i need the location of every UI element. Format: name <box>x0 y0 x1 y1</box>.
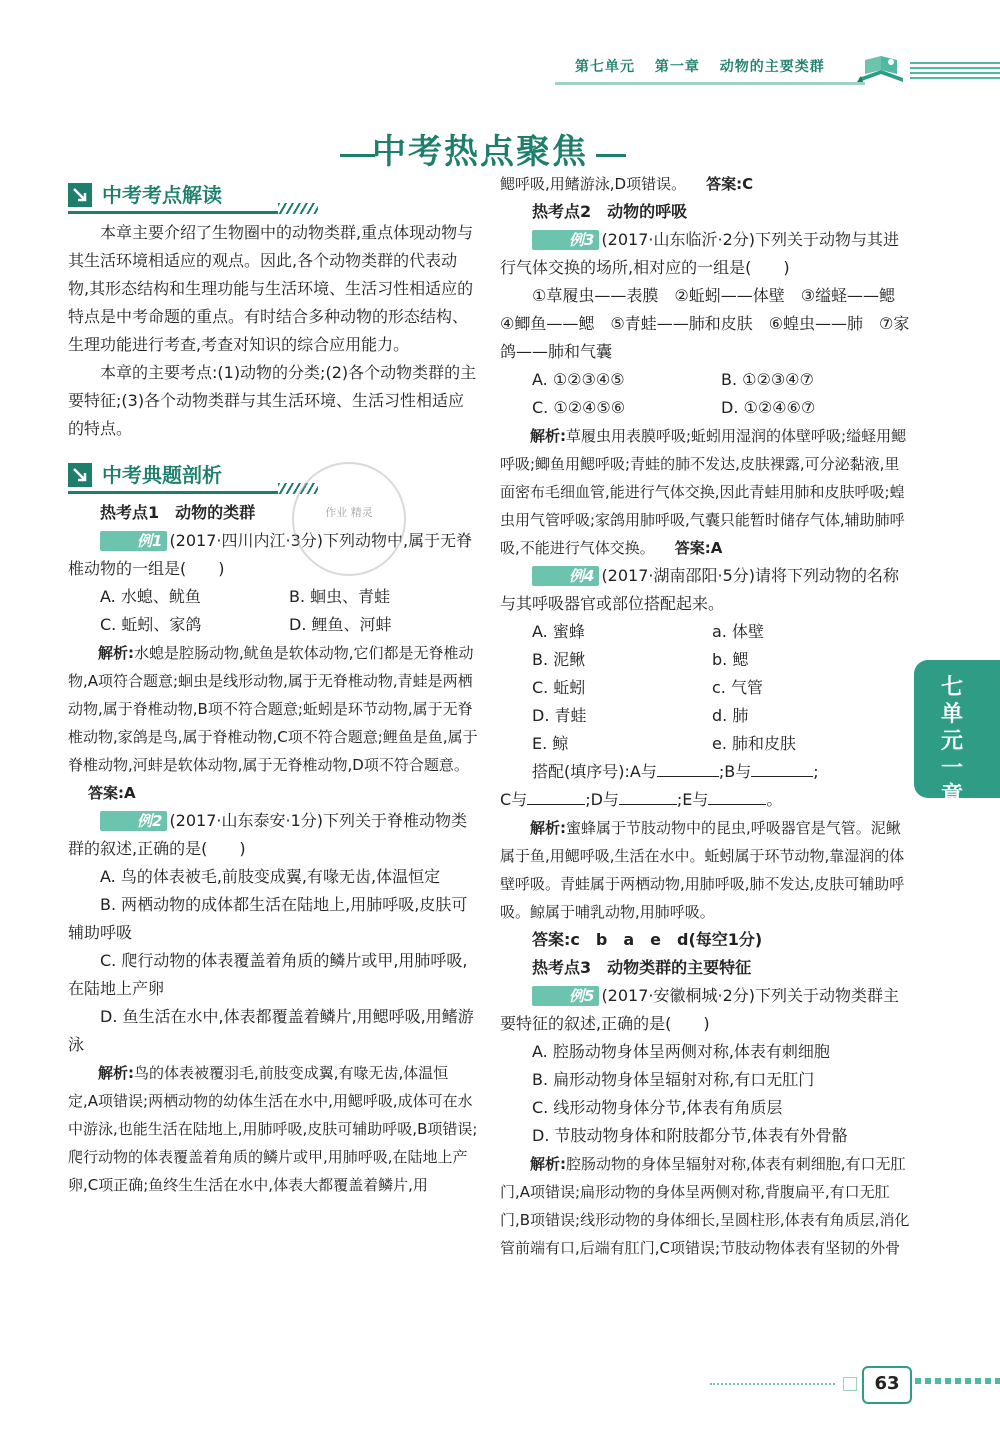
paragraph: 本章的主要考点:(1)动物的分类;(2)各个动物类群的主要特征;(3)各个动物类群与其生活环境、生活习性相适应的特点。 <box>68 363 477 438</box>
page-title: 中考热点聚焦 <box>372 132 588 172</box>
stem-text: (2017·山东临沂·2分)下列关于动物与其进行气体交换的场所,相对应的一组是( ) <box>500 230 899 277</box>
stem-text: (2017·四川内江·3分)下列动物中,属于无脊椎动物的一组是( ) <box>68 531 473 578</box>
hot-point-heading: 热考点2 动物的呼吸 <box>532 202 688 221</box>
answer-blank-b[interactable] <box>751 758 813 777</box>
analysis-label: 解析: <box>530 819 566 837</box>
analysis-text: 腔肠动物的身体呈辐射对称,体表有刺细胞,有口无肛门,A项错误;扁形动物的身体呈两侧对称,背腹扁平,有口无肛门,B项错误;线形动物的身体细长,呈圆柱形,体表有角质层,消化管前端有口,后端有肛门,C项错误;节肢动物体表有坚韧的外骨 <box>500 1155 910 1257</box>
match-row <box>500 674 910 702</box>
match-row <box>500 730 910 758</box>
option: B. 两栖动物的成体都生活在陆地上,用肺呼吸,皮肤可辅助呼吸 <box>68 895 468 942</box>
option: D. 节肢动物身体和附肢都分节,体表有外骨骼 <box>532 1126 848 1145</box>
analysis-text: 鸟的体表被覆羽毛,前肢变成翼,有喙无齿,体温恒定,A项错误;两栖动物的幼体生活在水中,用鳃呼吸,成体可在水中游泳,也能生活在陆地上,用肺呼吸,皮肤可辅助呼吸,B项错误;爬行动物的体表覆盖着角质的鳞片或甲,用肺呼吸,在陆地上产卵,C项正确;鱼终生生活在水中,体表大都覆盖着鳞片,用 <box>68 1064 478 1194</box>
hot-point-heading: 热考点3 动物类群的主要特征 <box>532 958 752 977</box>
watermark-stamp <box>292 462 406 576</box>
match-b: ;B与 <box>718 762 752 781</box>
side-tab-char: 一 <box>940 756 963 781</box>
section-underline <box>68 491 278 494</box>
match-lead: 搭配(填序号):A与 <box>532 762 657 781</box>
hot-point-heading: 热考点1 动物的类群 <box>100 503 256 522</box>
option: D. 鱼生活在水中,体表都覆盖着鳞片,用鳃呼吸,用鳍游泳 <box>68 1007 474 1054</box>
running-header <box>555 52 1000 86</box>
section-title: 中考典题剖析 <box>102 463 222 487</box>
arrow-icon <box>68 463 92 487</box>
option: C. 线形动物身体分节,体表有角质层 <box>532 1098 783 1117</box>
options <box>500 366 910 422</box>
match-d: ;D与 <box>585 790 619 809</box>
stamp-text: 作业 精灵 <box>325 506 373 519</box>
section-header <box>68 179 478 215</box>
organ: e. 肺和皮肤 <box>712 734 797 753</box>
match-row <box>500 618 910 646</box>
chapter-side-tab <box>914 660 1000 808</box>
header-text <box>575 56 839 76</box>
footer-dots <box>915 1378 1000 1384</box>
example-badge: 例5 <box>532 986 599 1006</box>
section-hatch <box>278 203 318 214</box>
match-answer-line: 搭配(填序号):A与 ;B与 ; <box>500 758 910 786</box>
options <box>68 583 478 639</box>
analysis <box>68 1059 478 1199</box>
analysis-text: 草履虫用表膜呼吸;蚯蚓用湿润的体壁呼吸;缢蛏用鳃呼吸;鲫鱼用鳃呼吸;青蛙的肺不发达,皮肤裸露,可分泌黏液,里面密布毛细血管,能进行气体交换,因此青蛙用肺和皮肤呼吸;蝗虫用气管呼吸;家鸽用肺呼吸,气囊只能暂时储存气体,辅助肺呼吸,不能进行气体交换。 <box>500 427 907 557</box>
answer: 答案:c b a e d(每空1分) <box>532 930 763 949</box>
answer-blank-e[interactable] <box>708 786 766 805</box>
question-stem <box>68 527 478 583</box>
arrow-icon <box>68 183 92 207</box>
answer: 答案:A <box>674 539 723 557</box>
organ: b. 鳃 <box>712 650 749 669</box>
match-answer-line <box>500 786 910 814</box>
question-stem <box>500 982 910 1038</box>
option: D. ①②④⑥⑦ <box>721 398 816 417</box>
analysis-label: 解析: <box>98 644 134 662</box>
stem-text: (2017·安徽桐城·2分)下列关于动物类群主要特征的叙述,正确的是( ) <box>500 986 899 1033</box>
option: C. ①②④⑤⑥ <box>532 398 626 417</box>
organ: c. 气管 <box>712 678 763 697</box>
option: A. 腔肠动物身体呈两侧对称,体表有刺细胞 <box>532 1042 830 1061</box>
option: A. 鸟的体表被毛,前肢变成翼,有喙无齿,体温恒定 <box>100 867 441 886</box>
section-underline <box>68 211 278 214</box>
title-line-right <box>596 154 626 157</box>
question-stem <box>500 562 910 618</box>
question-stem <box>500 226 910 282</box>
match-end: 。 <box>766 790 783 809</box>
match-e: ;E与 <box>676 790 709 809</box>
book-logo-icon <box>855 52 907 86</box>
footer-dotted-line <box>710 1383 835 1387</box>
analysis-label: 解析: <box>530 427 566 445</box>
option: A. ①②③④⑤ <box>532 370 625 389</box>
animal: B. 泥鳅 <box>532 650 586 669</box>
right-column <box>500 170 910 1262</box>
section-title: 中考考点解读 <box>102 183 222 207</box>
header-unit: 第七单元 <box>575 59 635 75</box>
animal: C. 蚯蚓 <box>532 678 586 697</box>
option: A. 水螅、鱿鱼 <box>100 587 201 606</box>
analysis <box>500 1150 910 1262</box>
answer-blank-d[interactable] <box>619 786 677 805</box>
example-badge: 例3 <box>532 230 599 250</box>
analysis-label: 解析: <box>98 1064 134 1082</box>
section-header <box>68 459 478 495</box>
paragraph: 本章主要介绍了生物圈中的动物类群,重点体现动物与其生活环境相适应的观点。因此,各个动物类群的代表动物,其形态结构和生理功能与生活环境、生活习性相适应的特点是中考命题的重点。有时结合多种动物的形态结构、生理功能进行考查,考查对知识的综合应用能力。 <box>68 223 474 354</box>
side-tab-text <box>932 674 972 809</box>
answer-blank-c[interactable] <box>527 786 585 805</box>
item-list: ①草履虫——表膜 ②蚯蚓——体壁 ③缢蛏——鳃 ④鲫鱼——鳃 ⑤青蛙——肺和皮肤 ⑥蝗虫——肺 ⑦家鸽——肺和气囊 <box>500 286 912 361</box>
page-number: 63 <box>862 1366 912 1404</box>
side-tab-char: 七 <box>940 675 963 700</box>
match-c: C与 <box>500 790 528 809</box>
analysis-text: 蜜蜂属于节肢动物中的昆虫,呼吸器官是气管。泥鳅属于鱼,用鳃呼吸,生活在水中。蚯蚓属于环节动物,靠湿润的体壁呼吸。青蛙属于两栖动物,用肺呼吸,肺不发达,皮肤可辅助呼吸。鲸属于哺乳动物,用肺呼吸。 <box>500 819 905 921</box>
example-badge: 例4 <box>532 566 599 586</box>
answer: 答案:C <box>706 175 754 193</box>
example-badge: 例2 <box>100 811 167 831</box>
option: C. 爬行动物的体表覆盖着角质的鳞片或甲,用肺呼吸,在陆地上产卵 <box>68 951 468 998</box>
analysis <box>500 814 910 926</box>
header-bar <box>555 82 865 85</box>
side-tab-char: 章 <box>940 783 963 808</box>
header-topic: 动物的主要类群 <box>719 59 825 75</box>
animal: A. 蜜蜂 <box>532 622 585 641</box>
option: B. ①②③④⑦ <box>721 370 814 389</box>
analysis-text: 水螅是腔肠动物,鱿鱼是软体动物,它们都是无脊椎动物,A项符合题意;蛔虫是线形动物,属于无脊椎动物,青蛙是两栖动物,属于脊椎动物,B项不符合题意;蚯蚓是环节动物,属于无脊椎动物,家鸽是鸟,属于脊椎动物,C项不符合题意;鲤鱼是鱼,属于脊椎动物,河蚌是软体动物,属于无脊椎动物,D项不符合题意。 <box>68 644 478 774</box>
stem-text: (2017·湖南邵阳·5分)请将下列动物的名称与其呼吸器官或部位搭配起来。 <box>500 566 899 613</box>
example-badge: 例1 <box>100 531 167 551</box>
footer-box <box>843 1377 857 1391</box>
analysis <box>68 639 478 807</box>
question-stem <box>68 807 478 863</box>
match-row <box>500 646 910 674</box>
option: C. 蚯蚓、家鸽 <box>100 615 202 634</box>
side-tab-char: 元 <box>940 729 963 754</box>
stem-text: (2017·山东泰安·1分)下列关于脊椎动物类群的叙述,正确的是( ) <box>68 811 467 858</box>
match-row <box>500 702 910 730</box>
option: B. 扁形动物身体呈辐射对称,有口无肛门 <box>532 1070 815 1089</box>
animal: D. 青蛙 <box>532 706 587 725</box>
organ: d. 肺 <box>712 706 749 725</box>
analysis-continued <box>500 170 910 198</box>
analysis-text: 鳃呼吸,用鳍游泳,D项错误。 <box>500 175 687 193</box>
analysis <box>500 422 910 562</box>
answer-blank-a[interactable] <box>657 758 719 777</box>
header-chapter: 第一章 <box>654 59 700 75</box>
answer: 答案:A <box>88 784 136 802</box>
analysis-label: 解析: <box>530 1155 566 1173</box>
header-stripes <box>910 62 1000 82</box>
option: D. 鲤鱼、河蚌 <box>289 615 392 634</box>
option: B. 蛔虫、青蛙 <box>289 587 391 606</box>
animal: E. 鲸 <box>532 734 569 753</box>
organ: a. 体壁 <box>712 622 764 641</box>
side-tab-char: 单 <box>940 702 963 727</box>
left-column <box>68 175 478 1199</box>
